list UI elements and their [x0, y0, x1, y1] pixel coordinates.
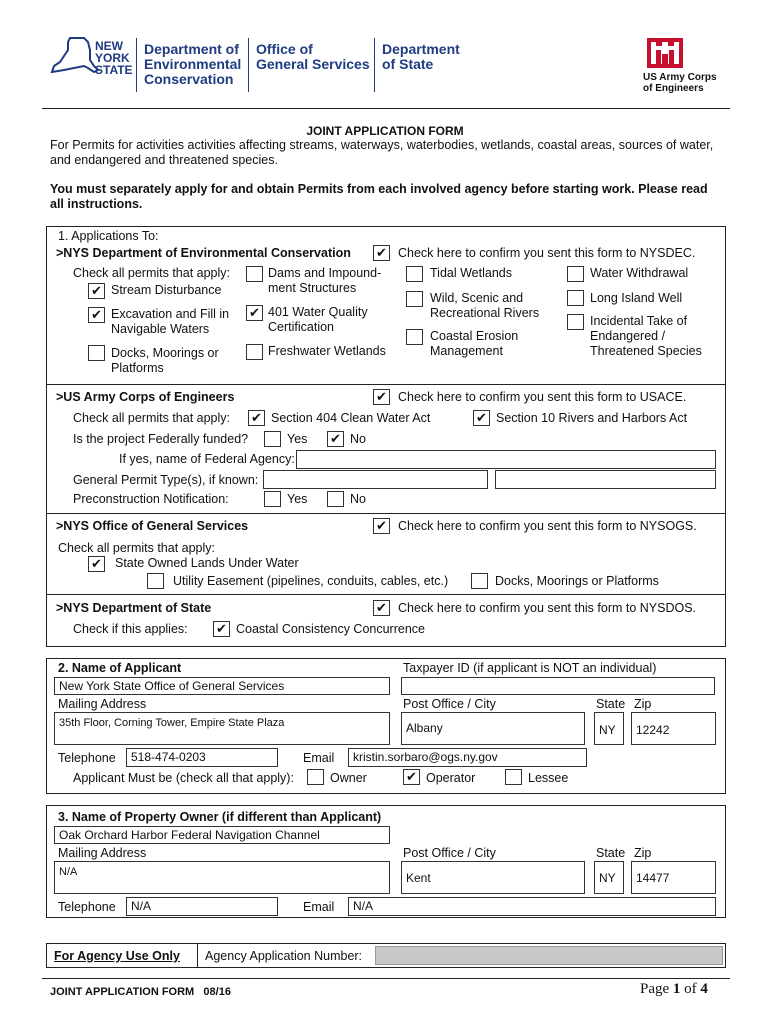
coastal-erosion-label: Coastal Erosion Management — [430, 329, 519, 358]
federal-yes-checkbox[interactable] — [264, 431, 281, 447]
section-2-heading: 2. Name of Applicant — [58, 661, 182, 675]
logo-divider — [136, 38, 137, 92]
incidental-take-checkbox[interactable] — [567, 314, 584, 330]
long-island-well-label: Long Island Well — [590, 291, 683, 305]
docks-moorings-dec-label: Docks, Moorings or Platforms — [111, 346, 219, 375]
applicant-state-input[interactable]: NY — [594, 712, 624, 745]
coastal-erosion-checkbox[interactable] — [406, 329, 423, 345]
owner-state-label: State — [596, 846, 626, 860]
confirm-dos-checkbox[interactable]: ✔ — [373, 600, 390, 616]
confirm-dec-label: Check here to confirm you sent this form to NYSDEC. — [398, 246, 696, 260]
operator-checkbox[interactable]: ✔ — [403, 769, 420, 785]
water-quality-label: 401 Water Quality Certification — [268, 305, 368, 334]
agency-use-label: For Agency Use Only — [54, 949, 180, 963]
section-404-label: Section 404 Clean Water Act — [271, 411, 431, 425]
owner-state-input[interactable]: NY — [594, 861, 624, 894]
applicant-must-be-label: Applicant Must be (check all that apply): — [73, 771, 294, 785]
freshwater-wetlands-checkbox[interactable] — [246, 344, 263, 360]
docks-moorings-ogs-checkbox[interactable] — [471, 573, 488, 589]
section-divider — [46, 594, 726, 595]
section-3-heading: 3. Name of Property Owner (if different than Applicant) — [58, 810, 382, 824]
section-divider — [46, 513, 726, 514]
incidental-take-label: Incidental Take of Endangered / Threatened Species — [590, 314, 702, 358]
applicant-mailing-input[interactable]: 35th Floor, Corning Tower, Empire State Plaza — [54, 712, 390, 745]
owner-label: Owner — [330, 771, 367, 785]
owner-po-input[interactable]: Kent — [401, 861, 585, 894]
ny-state-logo-text: NEW YORK STATE — [95, 39, 133, 77]
warning-text: You must separately apply for and obtain Permits from each involved agency before starting work. Please read all instructions. — [50, 182, 708, 211]
usace-check-all-label: Check all permits that apply: — [73, 411, 231, 425]
owner-tel-label: Telephone — [58, 900, 116, 914]
confirm-ogs-label: Check here to confirm you sent this form to NYSOGS. — [398, 519, 697, 533]
ogs-title: >NYS Office of General Services — [56, 519, 249, 533]
dos-check-if-label: Check if this applies: — [73, 622, 188, 636]
intro-text: For Permits for activities activities affecting streams, waterways, waterbodies, wetlands, coastal areas, sources of water, and endangered and threatened species. — [50, 138, 714, 167]
freshwater-wetlands-label: Freshwater Wetlands — [268, 344, 386, 358]
wild-scenic-label: Wild, Scenic and Recreational Rivers — [430, 291, 540, 320]
confirm-usace-checkbox[interactable]: ✔ — [373, 389, 390, 405]
taxpayer-id-input[interactable] — [401, 677, 715, 695]
owner-po-label: Post Office / City — [403, 846, 496, 860]
pcn-yes-checkbox[interactable] — [264, 491, 281, 507]
usace-title: >US Army Corps of Engineers — [56, 390, 235, 404]
applicant-zip-input[interactable]: 12242 — [631, 712, 716, 745]
footer-rule — [42, 978, 730, 979]
pcn-label: Preconstruction Notification: — [73, 492, 229, 506]
excavation-fill-label: Excavation and Fill in Navigable Waters — [111, 307, 230, 336]
pcn-no-label: No — [350, 492, 366, 506]
long-island-well-checkbox[interactable] — [567, 290, 584, 306]
ogs-check-all-label: Check all permits that apply: — [58, 541, 216, 555]
stream-disturbance-checkbox[interactable]: ✔ — [88, 283, 105, 299]
usace-castle-icon — [647, 38, 683, 68]
water-withdrawal-checkbox[interactable] — [567, 266, 584, 282]
agency-app-number-label: Agency Application Number: — [205, 949, 363, 963]
form-title: JOINT APPLICATION FORM — [306, 124, 464, 138]
taxpayer-id-label: Taxpayer ID (if applicant is NOT an individual) — [403, 661, 657, 675]
page-indicator: Page 1 of 4 — [640, 981, 708, 997]
federal-no-label: No — [350, 432, 366, 446]
owner-tel-input[interactable]: N/A — [126, 897, 278, 916]
federal-no-checkbox[interactable]: ✔ — [327, 431, 344, 447]
federal-agency-input[interactable] — [296, 450, 716, 469]
utility-easement-checkbox[interactable] — [147, 573, 164, 589]
confirm-usace-label: Check here to confirm you sent this form to USACE. — [398, 390, 687, 404]
pcn-no-checkbox[interactable] — [327, 491, 344, 507]
wild-scenic-checkbox[interactable] — [406, 291, 423, 307]
dos-logo-text: Department of State — [382, 41, 460, 72]
coastal-consistency-checkbox[interactable]: ✔ — [213, 621, 230, 637]
pcn-yes-label: Yes — [287, 492, 308, 506]
docks-moorings-ogs-label: Docks, Moorings or Platforms — [495, 574, 659, 588]
federal-yes-label: Yes — [287, 432, 308, 446]
general-permit-label: General Permit Type(s), if known: — [73, 473, 259, 487]
dec-title: >NYS Department of Environmental Conservation — [56, 246, 351, 260]
logo-divider — [248, 38, 249, 92]
section-1-heading: 1. Applications To: — [58, 229, 159, 243]
general-permit-input-1[interactable] — [263, 470, 488, 489]
ogs-logo-text: Office of General Services — [256, 41, 370, 72]
agency-app-number-input[interactable] — [375, 946, 723, 965]
tidal-wetlands-label: Tidal Wetlands — [430, 266, 512, 280]
section-404-checkbox[interactable]: ✔ — [248, 410, 265, 426]
agency-use-divider — [197, 943, 198, 968]
section-10-checkbox[interactable]: ✔ — [473, 410, 490, 426]
applicant-po-label: Post Office / City — [403, 697, 496, 711]
owner-mailing-input[interactable]: N/A — [54, 861, 390, 894]
water-withdrawal-label: Water Withdrawal — [590, 266, 689, 280]
usace-logo-text: US Army Corps of Engineers — [643, 72, 717, 94]
state-lands-label: State Owned Lands Under Water — [115, 556, 299, 570]
applicant-tel-input[interactable]: 518-474-0203 — [126, 748, 278, 767]
section-divider — [46, 384, 726, 385]
ny-state-map-icon — [50, 36, 100, 76]
dec-check-all-label: Check all permits that apply: — [73, 266, 231, 280]
utility-easement-label: Utility Easement (pipelines, conduits, cables, etc.) — [173, 574, 449, 588]
owner-name-input[interactable]: Oak Orchard Harbor Federal Navigation Channel — [54, 826, 390, 844]
confirm-ogs-checkbox[interactable]: ✔ — [373, 518, 390, 534]
coastal-consistency-label: Coastal Consistency Concurrence — [236, 622, 425, 636]
federal-funded-label: Is the project Federally funded? — [73, 432, 249, 446]
owner-mailing-label: Mailing Address — [58, 846, 147, 860]
lessee-checkbox[interactable] — [505, 769, 522, 785]
applicant-tel-label: Telephone — [58, 751, 116, 765]
owner-email-input[interactable]: N/A — [348, 897, 716, 916]
federal-agency-label: If yes, name of Federal Agency: — [119, 452, 295, 466]
applicant-email-input[interactable]: kristin.sorbaro@ogs.ny.gov — [348, 748, 587, 767]
dams-label: Dams and Impound- ment Structures — [268, 266, 382, 295]
owner-email-label: Email — [303, 900, 335, 914]
logo-divider — [374, 38, 375, 92]
header-rule — [42, 108, 730, 109]
applicant-po-input[interactable]: Albany — [401, 712, 585, 745]
dams-checkbox[interactable] — [246, 266, 263, 282]
dec-logo-text: Department of Environmental Conservation — [144, 41, 242, 87]
operator-label: Operator — [426, 771, 476, 785]
state-lands-checkbox[interactable]: ✔ — [88, 556, 105, 572]
dos-title: >NYS Department of State — [56, 601, 212, 615]
confirm-dos-label: Check here to confirm you sent this form to NYSDOS. — [398, 601, 697, 615]
section-10-label: Section 10 Rivers and Harbors Act — [496, 411, 688, 425]
owner-checkbox[interactable] — [307, 769, 324, 785]
general-permit-input-2[interactable] — [495, 470, 716, 489]
confirm-dec-checkbox[interactable]: ✔ — [373, 245, 390, 261]
footer-form-name: JOINT APPLICATION FORM 08/16 — [50, 986, 231, 998]
applicant-mailing-label: Mailing Address — [58, 697, 147, 711]
applicant-state-label: State — [596, 697, 626, 711]
applicant-email-label: Email — [303, 751, 335, 765]
excavation-fill-checkbox[interactable]: ✔ — [88, 307, 105, 323]
owner-zip-label: Zip — [634, 846, 652, 860]
docks-moorings-dec-checkbox[interactable] — [88, 345, 105, 361]
applicant-zip-label: Zip — [634, 697, 652, 711]
owner-zip-input[interactable]: 14477 — [631, 861, 716, 894]
lessee-label: Lessee — [528, 771, 569, 785]
applicant-name-input[interactable]: New York State Office of General Services — [54, 677, 390, 695]
water-quality-checkbox[interactable]: ✔ — [246, 305, 263, 321]
tidal-wetlands-checkbox[interactable] — [406, 266, 423, 282]
stream-disturbance-label: Stream Disturbance — [111, 283, 222, 297]
